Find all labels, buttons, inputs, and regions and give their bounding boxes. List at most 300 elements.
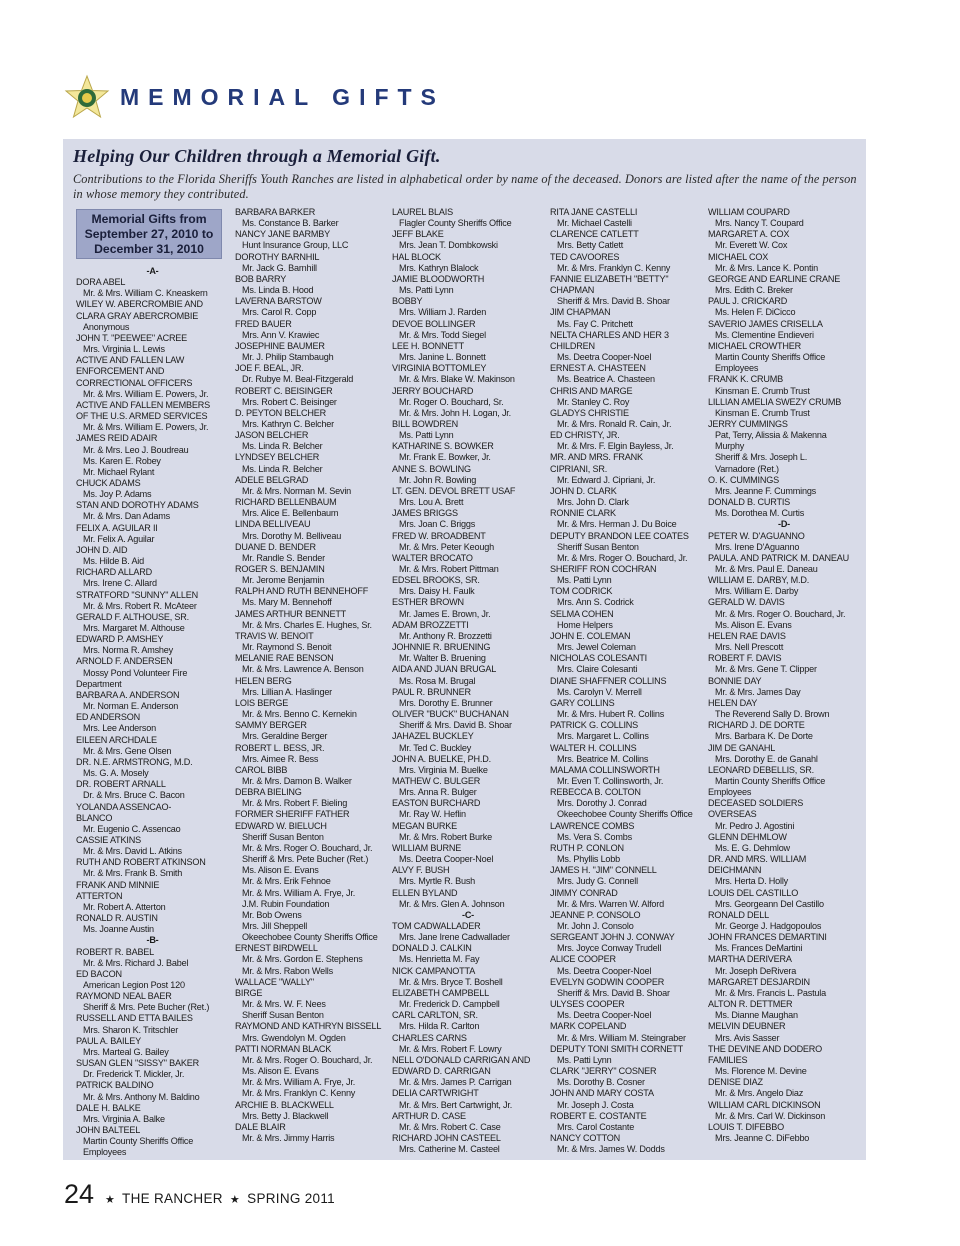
donor-name: Mr. Joseph DeRivera <box>715 965 797 976</box>
honoree-name: LAWRENCE COMBS <box>550 820 635 831</box>
honoree-name: SUSAN GLEN "SISSY" BAKER <box>76 1058 199 1069</box>
donor-name: Mr. Stanley C. Roy <box>557 396 630 407</box>
donor-name: Ms. Deetra Cooper-Noel <box>557 1010 652 1021</box>
donor-name: Sheriff & Mrs. Pete Bucher (Ret.) <box>83 1002 210 1013</box>
donor-name: Mr. Everett W. Cox <box>715 240 788 251</box>
donor-name: Kinsman E. Crumb Trust <box>715 407 810 418</box>
donor-name: Hunt Insurance Group, LLC <box>242 240 349 251</box>
honoree-name: BONNIE DAY <box>708 675 762 686</box>
honoree-name: EDWARD W. BIELUCH <box>235 820 327 831</box>
honoree-name: ELLEN BYLAND <box>392 887 458 898</box>
donor-name: Mr. & Mrs. John H. Logan, Jr. <box>399 407 511 418</box>
donor-name: Mr. & Mrs. David L. Atkins <box>83 846 182 857</box>
donor-name: Ms. Alison E. Evans <box>242 1066 319 1077</box>
donor-name: Murphy <box>715 441 745 452</box>
honoree-name: ANNE S. BOWLING <box>392 463 471 474</box>
honoree-name: YOLANDA ASSENCAO- <box>76 801 172 812</box>
donor-name: Mr. & Mrs. Carl W. Dickinson <box>715 1110 826 1121</box>
honoree-name: JAMES REID ADAIR <box>76 433 158 444</box>
donor-name: Mr. & Mrs. Ronald R. Cain, Jr. <box>557 418 672 429</box>
issue-name: SPRING 2011 <box>247 1191 335 1206</box>
donor-name: Mr. & Mrs. Paul E. Daneau <box>715 564 818 574</box>
honoree-name: DEBRA BIELING <box>235 787 302 798</box>
donor-name: Mr. & Mrs. Roger O. Bouchard, Jr. <box>242 842 373 853</box>
honoree-name: RUTH AND ROBERT ATKINSON <box>76 857 206 868</box>
honoree-name: ROBERT C. BEISINGER <box>235 385 333 396</box>
honoree-name: ROGER S. BENJAMIN <box>235 564 325 574</box>
donor-name: Mr. & Mrs. Robert F. Bieling <box>242 798 348 809</box>
honoree-name: JAMIE BLOODWORTH <box>392 273 485 284</box>
donor-name: Mr. Michael Rylant <box>83 466 155 477</box>
donor-name: Sheriff Susan Benton <box>242 831 324 842</box>
honoree-name: CHUCK ADAMS <box>76 477 141 488</box>
column-5 <box>708 207 860 1144</box>
donor-name: Mr. Ray W. Heflin <box>399 809 466 820</box>
honoree-name: CHARLES CARNS <box>392 1032 467 1043</box>
honoree-name: RONALD DELL <box>708 909 769 920</box>
donor-name: Mrs. Georgeann Del Castillo <box>715 898 824 909</box>
honoree-name: LYNDSEY BELCHER <box>235 452 320 463</box>
donor-name: J.M. Rubin Foundation <box>242 898 330 909</box>
donor-name: Mr. & Mrs. Roger O. Bouchard, Jr. <box>557 552 688 563</box>
donor-name: Mrs. Carol R. Copp <box>242 307 317 318</box>
honoree-name: TRAVIS W. BENOIT <box>235 630 314 641</box>
donor-name: Mr. & Mrs. Jimmy Harris <box>242 1132 335 1143</box>
honoree-name: NELL O'DONALD CARRIGAN AND <box>392 1054 531 1065</box>
donor-name: Ms. Hilde B. Aid <box>83 556 144 567</box>
honoree-name: WALLACE "WALLY" <box>235 976 314 987</box>
honoree-name: FRED BAUER <box>235 318 292 329</box>
donor-name: Mr. Anthony R. Brozzetti <box>399 630 492 641</box>
donor-name: Ms. Deetra Cooper-Noel <box>557 352 652 363</box>
donor-name: Mr. & Mrs. Bert Cartwright, Jr. <box>399 1099 513 1110</box>
donor-name: Mr. & Mrs. Erik Fehnoe <box>242 876 331 887</box>
honoree-name: JAMES H. "JIM" CONNELL <box>550 865 657 876</box>
honoree-name: PATTI NORMAN BLACK <box>235 1043 332 1054</box>
honoree-name: MATHEW C. BULGER <box>392 775 481 786</box>
honoree-name: EILEEN ARCHDALE <box>76 734 157 745</box>
honoree-name: TOM CODRICK <box>550 586 613 597</box>
honoree-name: LOIS BERGE <box>235 697 289 708</box>
honoree-name: DIANE SHAFFNER COLLINS <box>550 675 667 686</box>
date-range-line2: September 27, 2010 to <box>84 227 214 241</box>
honoree-name: DONALD J. CALKIN <box>392 943 472 954</box>
honoree-name: MARGARET DESJARDIN <box>708 976 810 987</box>
honoree-name: TED CAVOORES <box>550 251 620 262</box>
donor-name: Mrs. Myrtle R. Bush <box>399 876 476 887</box>
honoree-name: FELIX A. AGUILAR II <box>76 522 158 533</box>
donor-name: Ms. Patti Lynn <box>399 285 454 296</box>
donor-name: Mrs. Robert C. Beisinger <box>242 396 337 407</box>
donor-name: Mrs. Dorothy M. Belliveau <box>242 530 342 541</box>
honoree-name: JAHAZEL BUCKLEY <box>392 731 474 742</box>
honoree-name: CORRECTIONAL OFFICERS <box>76 377 193 388</box>
donor-name: Mrs. Jewel Coleman <box>557 642 636 653</box>
honoree-name: O. K. CUMMINGS <box>708 474 779 485</box>
publication-name: THE RANCHER <box>122 1191 223 1206</box>
honoree-name: JOHN D. AID <box>76 544 128 555</box>
honoree-name: CHRIS AND MARGE <box>550 385 633 396</box>
donor-name: Ms. E. G. Dehmlow <box>715 842 790 853</box>
donor-name: Ms. Rosa M. Brugal <box>399 675 476 686</box>
honoree-name: ARTHUR D. CASE <box>392 1110 466 1121</box>
donor-name: Mrs. Herta D. Holly <box>715 876 788 887</box>
donor-name: Mr. & Mrs. William E. Powers, Jr. <box>83 388 209 399</box>
donor-name: Mr. & Mrs. Lawrence A. Benson <box>242 664 364 675</box>
page-header <box>64 74 445 120</box>
honoree-name: LOUIS T. DIFEBBO <box>708 1121 784 1132</box>
donor-name: Mr. & Mrs. Roger O. Bouchard, Jr. <box>242 1054 373 1065</box>
honoree-name: STRATFORD "SUNNY" ALLEN <box>76 589 198 600</box>
honoree-name: ENFORCEMENT AND <box>76 366 165 377</box>
honoree-name: OF THE U.S. ARMED SERVICES <box>76 411 208 422</box>
donor-name: Mr. James E. Brown, Jr. <box>399 608 491 619</box>
honoree-name: JOHN FRANCES DEMARTINI <box>708 932 827 943</box>
donor-name: Mr. Frederick D. Campbell <box>399 999 500 1010</box>
honoree-name: VIRGINIA BOTTOMLEY <box>392 363 487 374</box>
donor-name: Ms. Linda B. Hood <box>242 285 314 296</box>
star-icon: ★ <box>105 1194 116 1206</box>
honoree-name: JIM DE GANAHL <box>708 742 776 753</box>
donor-name: Mr. John R. Bowling <box>399 474 477 485</box>
column-4 <box>550 207 702 1155</box>
donor-name: Mr. & Mrs. Leo J. Boudreau <box>83 444 189 455</box>
honoree-name: OVERSEAS <box>708 809 757 820</box>
donor-name: Mr. & Mrs. W. F. Nees <box>242 999 326 1010</box>
donor-name: Mr. Joseph J. Costa <box>557 1099 634 1110</box>
donor-name: Anonymous <box>83 321 130 332</box>
donor-name: Mrs. Catherine M. Casteel <box>399 1144 500 1155</box>
donor-name: Mr. Raymond S. Benoit <box>242 642 332 653</box>
donor-name: Mr. & Mrs. Peter Keough <box>399 541 494 552</box>
donor-name: Mr. George J. Hadgopoulos <box>715 921 822 931</box>
honoree-name: JEFF BLAKE <box>392 229 444 240</box>
honoree-name: LEONARD DEBELLIS, SR. <box>708 764 814 775</box>
honoree-name: ELIZABETH CAMPBELL <box>392 987 489 998</box>
donor-name: Sheriff Susan Benton <box>557 541 639 552</box>
donor-name: Employees <box>83 1147 127 1158</box>
honoree-name: CLARA GRAY ABERCROMBIE <box>76 310 199 321</box>
honoree-name: OLIVER "BUCK" BUCHANAN <box>392 709 509 720</box>
honoree-name: MICHAEL CROWTHER <box>708 340 801 351</box>
honoree-name: ED CHRISTY, JR. <box>550 430 620 441</box>
honoree-name: DALE BLAIR <box>235 1121 286 1132</box>
honoree-name: FORMER SHERIFF FATHER <box>235 809 350 820</box>
honoree-name: RICHARD J. DE DORTE <box>708 720 805 731</box>
honoree-name: LINDA BELLIVEAU <box>235 519 311 530</box>
honoree-name: JERRY BOUCHARD <box>392 385 474 396</box>
donor-name: Ms. Frances DeMartini <box>715 943 803 954</box>
donor-name: Mrs. Irene D'Aguanno <box>715 541 800 552</box>
donor-name: Ms. Beatrice A. Chasteen <box>557 374 655 385</box>
honoree-name: DORA ABEL <box>76 277 126 288</box>
donor-name: Mrs. Dorothy E. de Ganahl <box>715 753 818 764</box>
donor-name: Mr. & Mrs. Angelo Diaz <box>715 1088 804 1099</box>
honoree-name: MARTHA DERIVERA <box>708 954 792 965</box>
honoree-name: EDWARD P. AMSHEY <box>76 634 164 645</box>
honoree-name: EDSEL BROOKS, SR. <box>392 575 480 586</box>
honoree-name: CLARENCE CATLETT <box>550 229 639 240</box>
donor-name: Mr. & Mrs. Franklyn C. Kenny <box>557 262 671 273</box>
honoree-name: JOHN E. COLEMAN <box>550 630 631 641</box>
donor-name: Mr. Jack G. Barnhill <box>242 262 317 273</box>
honoree-name: JEANNE P. CONSOLO <box>550 909 641 920</box>
donor-name: Mrs. Geraldine Berger <box>242 731 328 742</box>
section-title: MEMORIAL GIFTS <box>120 83 445 110</box>
donor-name: Mrs. Hilda R. Carlton <box>399 1021 480 1032</box>
donor-name: Ms. Linda R. Belcher <box>242 441 323 452</box>
donor-name: Mrs. Daisy H. Faulk <box>399 586 475 597</box>
honoree-name: WILEY W. ABERCROMBIE AND <box>76 299 203 310</box>
donor-name: Mr. & Mrs. William M. Steingraber <box>557 1032 686 1043</box>
honoree-name: JOHNNIE R. BRUENING <box>392 642 491 653</box>
honoree-name: BIRGE <box>235 987 263 998</box>
donor-name: Varnadore (Ret.) <box>715 463 779 474</box>
honoree-name: RICHARD JOHN CASTEEL <box>392 1132 501 1143</box>
donor-name: Mr. & Mrs. Francis L. Pastula <box>715 987 826 998</box>
honoree-name: PAUL J. CRICKARD <box>708 296 788 307</box>
donor-name: Mr. Jerome Benjamin <box>242 575 325 586</box>
honoree-name: LT. GEN. DEVOL BRETT USAF <box>392 485 516 496</box>
honoree-name: RALPH AND RUTH BENNEHOFF <box>235 586 369 597</box>
honoree-name: ED ANDERSON <box>76 712 140 723</box>
honoree-name: JOHN D. CLARK <box>550 485 617 496</box>
donor-name: Mr. & Mrs. William A. Frye, Jr. <box>242 887 356 898</box>
honoree-name: ARNOLD F. ANDERSEN <box>76 656 173 667</box>
honoree-name: JAMES ARTHUR BENNETT <box>235 608 347 619</box>
honoree-name: JAMES BRIGGS <box>392 508 458 519</box>
honoree-name: EASTON BURCHARD <box>392 798 481 809</box>
donor-name: Mr. Bob Owens <box>242 909 302 920</box>
donor-name: Mrs. Claire Colesanti <box>557 664 638 675</box>
honoree-name: NICHOLAS COLESANTI <box>550 653 647 664</box>
honoree-name: GEORGE AND EARLINE CRANE <box>708 273 841 284</box>
memorial-gifts-panel <box>63 139 866 1160</box>
donor-name: Mrs. Gwendolyn M. Ogden <box>242 1032 346 1043</box>
honoree-name: RAYMOND NEAL BAER <box>76 991 172 1002</box>
donor-name: Employees <box>715 363 759 374</box>
honoree-name: DELIA CARTWRIGHT <box>392 1088 479 1099</box>
honoree-name: WILLIAM E. DARBY, M.D. <box>708 575 810 586</box>
donor-name: Mrs. Margaret M. Althouse <box>83 623 185 633</box>
honoree-name: DEVOE BOLLINGER <box>392 318 476 329</box>
honoree-name: MARK COPELAND <box>550 1021 627 1032</box>
honoree-name: ROBERT L. BESS, JR. <box>235 742 325 753</box>
donor-name: Mrs. Aimee R. Bess <box>242 753 319 764</box>
honoree-name: LAVERNA BARSTOW <box>235 296 322 307</box>
honoree-name: GLADYS CHRISTIE <box>550 407 629 418</box>
donor-name: Martin County Sheriffs Office <box>715 352 826 363</box>
donor-name: Mrs. Dorothy E. Brunner <box>399 697 493 708</box>
section-letter: -A- <box>146 266 159 276</box>
donor-name: Mr. Michael Castelli <box>557 218 632 229</box>
donor-name: Mr. Robert A. Atterton <box>83 901 166 912</box>
donor-name: Mr. & Mrs. Robert Pittman <box>399 564 499 574</box>
donor-name: Mrs. Barbara K. De Dorte <box>715 731 813 742</box>
honoree-name: FANNIE ELIZABETH "BETTY" <box>550 273 669 284</box>
honoree-name: WALTER H. COLLINS <box>550 742 637 753</box>
section-letter: -D- <box>777 519 791 530</box>
donor-name: Mr. & Mrs. James W. Dodds <box>557 1144 665 1155</box>
honoree-name: CHAPMAN <box>550 285 595 296</box>
honoree-name: RICHARD BELLENBAUM <box>235 497 337 508</box>
date-range-line1: Memorial Gifts from <box>91 212 207 226</box>
donor-name: Mrs. Jane Irene Cadwallader <box>399 932 510 943</box>
donor-name: Ms. Henrietta M. Fay <box>399 954 480 965</box>
honoree-name: CASSIE ATKINS <box>76 834 141 845</box>
honoree-name: GARY COLLINS <box>550 697 615 708</box>
donor-name: Mr. & Mrs. Gene T. Clipper <box>715 664 817 675</box>
honoree-name: ULYSES COOPER <box>550 999 625 1010</box>
honoree-name: BARBARA A. ANDERSON <box>76 689 180 700</box>
honoree-name: JOHN AND MARY COSTA <box>550 1088 654 1099</box>
honoree-name: BOB BARRY <box>235 273 287 284</box>
donor-name: Mrs. Alice E. Bellenbaum <box>242 508 339 519</box>
donor-name: Mrs. Lou A. Brett <box>399 497 464 508</box>
donor-name: Ms. Joanne Austin <box>83 924 154 935</box>
donor-name: Mrs. Norma R. Amshey <box>83 645 173 656</box>
donor-name: Mrs. Beatrice M. Collins <box>557 753 649 764</box>
honoree-name: PATRICK BALDINO <box>76 1080 154 1091</box>
donor-name: Mrs. Joan C. Briggs <box>399 519 476 530</box>
donor-name: Mr. Walter B. Bruening <box>399 653 486 664</box>
honoree-name: ROBERT F. DAVIS <box>708 653 782 664</box>
honoree-name: MELVIN DEUBNER <box>708 1021 786 1032</box>
honoree-name: LAUREL BLAIS <box>392 207 453 217</box>
honoree-name: DECEASED SOLDIERS <box>708 798 804 809</box>
donor-name: Mrs. Ann V. Krawiec <box>242 329 320 340</box>
donor-name: Mr. Edward J. Cipriani, Jr. <box>557 474 656 485</box>
honoree-name: CLARK "JERRY" COSNER <box>550 1066 657 1077</box>
donor-name: Mrs. Joyce Conway Trudell <box>557 943 662 954</box>
donor-name: Mrs. Virginia A. Balke <box>83 1113 165 1124</box>
honoree-name: REBECCA B. COLTON <box>550 787 641 798</box>
honoree-name: MARGARET A. COX <box>708 229 790 240</box>
donor-name: Mr. & Mrs. Glen A. Johnson <box>399 898 505 909</box>
donor-name: Mr. & Mrs. Blake W. Makinson <box>399 374 515 385</box>
honoree-name: PAUL R. BRUNNER <box>392 686 471 697</box>
donor-name: Mr. Norman E. Anderson <box>83 701 179 712</box>
donor-name: Mrs. Irene C. Allard <box>83 578 157 589</box>
donor-name: Ms. Karen E. Robey <box>83 455 161 466</box>
donor-name: Ms. Patti Lynn <box>399 430 454 441</box>
donor-name: Mr. & Mrs. Robert Burke <box>399 831 492 842</box>
donor-name: Mr. Felix A. Aguilar <box>83 533 155 544</box>
honoree-name: BILL BOWDREN <box>392 418 458 429</box>
donor-name: Mrs. Virginia L. Lewis <box>83 344 165 355</box>
honoree-name: RUSSELL AND ETTA BAILES <box>76 1013 193 1024</box>
donor-name: Sheriff Susan Benton <box>242 1010 324 1021</box>
honoree-name: ERNEST BIRDWELL <box>235 943 318 954</box>
honoree-name: JERRY CUMMINGS <box>708 418 788 429</box>
donor-name: Mrs. Margaret L. Collins <box>557 731 649 742</box>
donor-name: Pat, Terry, Alissia & Makenna <box>715 430 827 441</box>
honoree-name: ALVY F. BUSH <box>392 865 450 876</box>
donor-name: Ms. Joy P. Adams <box>83 489 152 500</box>
honoree-name: GERALD F. ALTHOUSE, SR. <box>76 611 189 622</box>
donor-name: Home Helpers <box>557 619 613 630</box>
donor-name: Mrs. Avis Sasser <box>715 1032 780 1043</box>
honoree-name: Employees <box>708 787 752 798</box>
honoree-name: RITA JANE CASTELLI <box>550 207 638 217</box>
honoree-name: MR. AND MRS. FRANK <box>550 452 643 463</box>
honoree-name: THE DEVINE AND DODERO <box>708 1043 823 1054</box>
donor-name: Flagler County Sheriffs Office <box>399 218 512 229</box>
honoree-name: HELEN BERG <box>235 675 292 686</box>
donor-name: Mr. Frank E. Bowker, Jr. <box>399 452 491 463</box>
honoree-name: SELMA COHEN <box>550 608 614 619</box>
donor-name: Ms. G. A. Mosely <box>83 768 149 779</box>
honoree-name: CAROL BIBB <box>235 764 288 775</box>
honoree-name: MEGAN BURKE <box>392 820 458 831</box>
donor-name: Mrs. Marteal G. Bailey <box>83 1046 169 1057</box>
section-letter: -C- <box>461 909 475 920</box>
donor-name: Ms. Dorothy B. Cosner <box>557 1077 645 1088</box>
honoree-name: JOE F. BEAL, JR. <box>235 363 304 374</box>
honoree-name: Department <box>76 678 122 689</box>
donor-name: Ms. Alison E. Evans <box>715 619 792 630</box>
donor-name: Mrs. Jeanne F. Cummings <box>715 485 817 496</box>
honoree-name: ESTHER BROWN <box>392 597 464 608</box>
honoree-name: D. PEYTON BELCHER <box>235 407 326 418</box>
honoree-name: BLANCO <box>76 812 113 823</box>
donor-name: Dr. & Mrs. Bruce C. Bacon <box>83 790 185 801</box>
honoree-name: ALICE COOPER <box>550 954 616 965</box>
donor-name: Okeechobee County Sheriffs Office <box>557 809 693 820</box>
donor-name: Sheriff & Mrs. Pete Bucher (Ret.) <box>242 854 369 865</box>
column-3 <box>392 207 544 1155</box>
date-range-box <box>76 209 222 259</box>
honoree-name: CHILDREN <box>550 340 595 351</box>
donor-name: Mr. & Mrs. William A. Frye, Jr. <box>242 1077 356 1088</box>
star-icon: ★ <box>229 1194 241 1206</box>
donor-name: Mr. Eugenio C. Assencao <box>83 823 181 834</box>
honoree-name: ERNEST A. CHASTEEN <box>550 363 646 374</box>
donor-name: Mrs. Jill Sheppell <box>242 921 308 931</box>
honoree-name: FRANK AND MINNIE <box>76 879 160 890</box>
donor-name: Mr. & Mrs. Rabon Wells <box>242 965 333 976</box>
honoree-name: ARCHIE B. BLACKWELL <box>235 1099 334 1110</box>
donor-name: Sheriff & Mrs. David B. Shoar <box>557 987 670 998</box>
honoree-name: RAYMOND AND KATHRYN BISSELL <box>235 1021 382 1032</box>
honoree-name: NANCY COTTON <box>550 1132 621 1143</box>
sheriff-star-icon <box>64 74 110 120</box>
donor-name: Martin County Sheriffs Office <box>715 775 826 786</box>
donor-name: Ms. Helen F. DiCicco <box>715 307 796 318</box>
donor-name: Mrs. Virginia M. Buelke <box>399 764 488 775</box>
donor-name: Mr. & Mrs. Frank B. Smith <box>83 868 183 879</box>
honoree-name: DOROTHY BARNHIL <box>235 251 320 262</box>
honoree-name: RONNIE CLARK <box>550 508 616 519</box>
footer-text <box>102 1191 335 1206</box>
donor-name: Ms. Florence M. Devine <box>715 1066 807 1077</box>
honoree-name: WALTER BROCATO <box>392 552 473 563</box>
donor-name: Mrs. Betty Catlett <box>557 240 624 251</box>
page-number: 24 <box>64 1179 95 1209</box>
panel-intro: Contributions to the Florida Sheriffs Youth Ranches are listed in alphabetical order by name of the deceased. Donors are listed after the name of the person in whose memory they contributed. <box>73 172 857 201</box>
honoree-name: CARL CARLTON, SR. <box>392 1010 478 1021</box>
donor-name: Mr. Ted C. Buckley <box>399 742 472 753</box>
donor-name: Mr. & Mrs. Charles E. Hughes, Sr. <box>242 619 372 630</box>
honoree-name: PAULA. AND PATRICK M. DANEAU <box>708 552 849 563</box>
honoree-name: CIPRIANI, SR. <box>550 463 608 474</box>
donor-name: Mrs. Kathryn C. Belcher <box>242 418 334 429</box>
honoree-name: STAN AND DOROTHY ADAMS <box>76 500 199 511</box>
donor-name: Mrs. Nell Prescott <box>715 642 784 653</box>
honoree-name: DENISE DIAZ <box>708 1077 763 1088</box>
donor-name: Mrs. Judy G. Connell <box>557 876 638 887</box>
donor-name: Mrs. Ann S. Codrick <box>557 597 634 608</box>
